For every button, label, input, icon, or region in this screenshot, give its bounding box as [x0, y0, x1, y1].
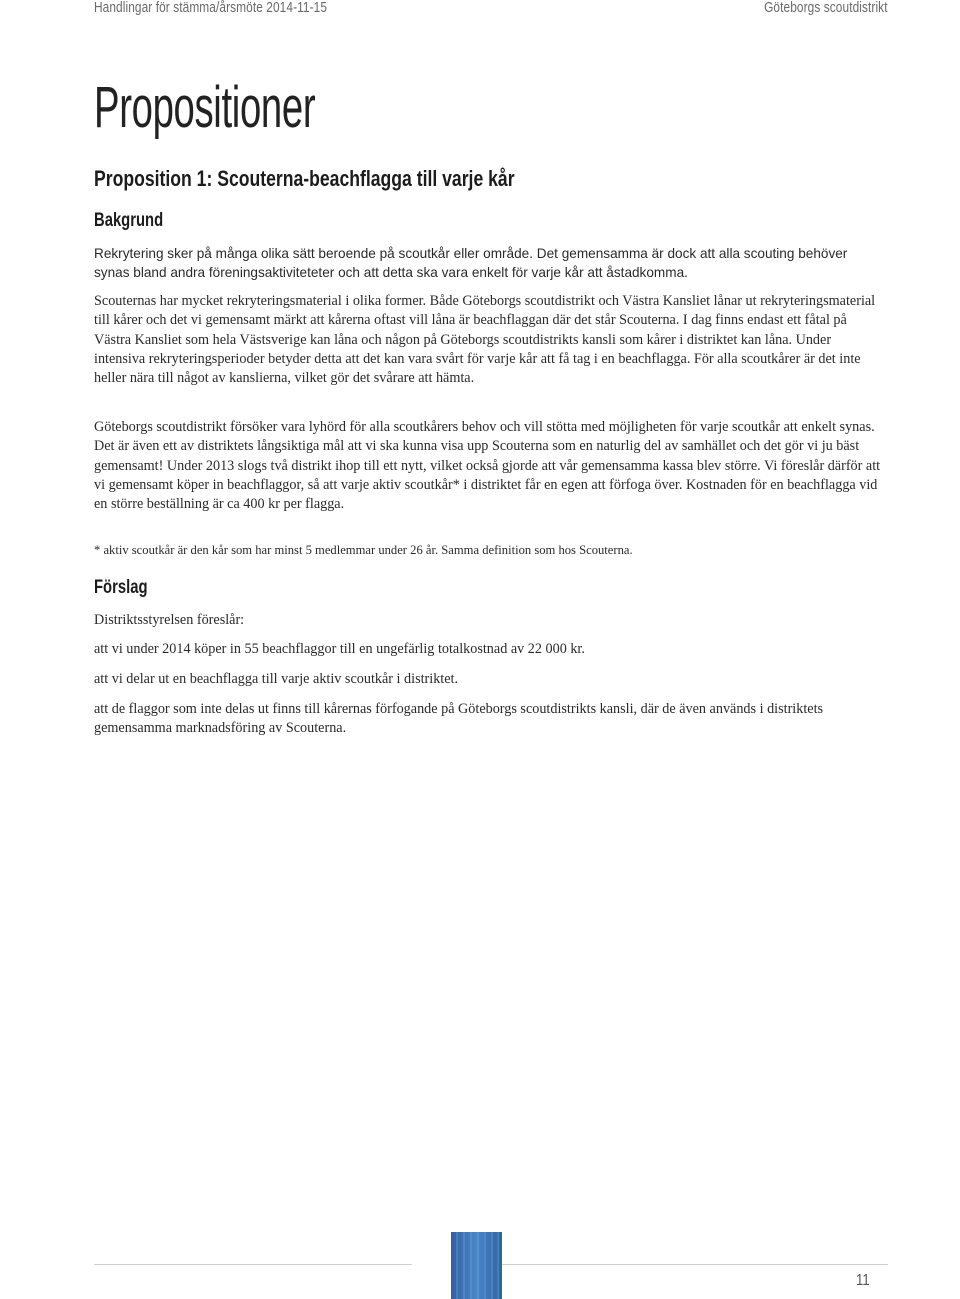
- header-organization: Göteborgs scoutdistrikt: [764, 0, 888, 16]
- footer-divider-right: [502, 1264, 888, 1265]
- proposal-item-1: att vi under 2014 köper in 55 beachflaggor till en ungefärlig totalkostnad av 22 000 kr.: [94, 641, 585, 657]
- header-document-title: Handlingar för stämma/årsmöte 2014-11-15: [94, 0, 328, 16]
- section-heading-forslag: Förslag: [94, 577, 148, 598]
- section-heading-bakgrund: Bakgrund: [94, 210, 164, 231]
- paragraph-rekrytering: Rekrytering sker på många olika sätt beroende på scoutkår eller område. Det gemensamma är dock att alla scouting behöver synas bland andra föreningsaktiviteteter och att detta ska vara enkelt för varje kår att åstadkomma.: [94, 246, 848, 281]
- paragraph-rekryteringsmaterial: Scouternas har mycket rekryteringsmaterial i olika former. Både Göteborgs scoutdistrikt och Västra Kansliet lånar ut rekryteringsmaterial till kårer och det vi gemensamt märkt att kårerna oftast vill låna är beachflaggan där det står Scouterna. I dag finns endast ett fåtal på Västra Kansliet som hela Västsverige kan låna och någon på Göteborgs scoutdistrikts kansli som kårer i distriktet kan låna. Under intensiva rekryteringsperioder betyder detta att det kan vara svårt för varje kår att få tag i en beachflagga. För alla scoutkårer är det inte heller nära till något av kanslierna, vilket gör det svårare att hämta.: [94, 293, 876, 387]
- proposition-heading: Proposition 1: Scouterna-beachflagga till varje kår: [94, 166, 515, 191]
- proposal-item-3: att de flaggor som inte delas ut finns till kårernas förfogande på Göteborgs scoutdistrikts kansli, där de även används i distriktets gemensamma marknadsföring av Scouterna.: [94, 701, 824, 737]
- page-number: 11: [856, 1272, 870, 1289]
- footer-divider-left: [94, 1264, 412, 1265]
- footnote: * aktiv scoutkår är den kår som har minst 5 medlemmar under 26 år. Samma definition som hos Scouterna.: [94, 543, 633, 557]
- proposal-item-2: att vi delar ut en beachflagga till varje aktiv scoutkår i distriktet.: [94, 671, 459, 687]
- paragraph-styrelsen: Distriktsstyrelsen föreslår:: [94, 612, 245, 628]
- page-title: Propositioner: [94, 75, 316, 140]
- scout-flag-icon: [451, 1232, 502, 1299]
- paragraph-distriktet: Göteborgs scoutdistrikt försöker vara lyhörd för alla scoutkårers behov och vill stötta med möjligheten för varje scoutkår att enkelt synas. Det är även ett av distriktets långsiktiga mål att vi ska kunna visa upp Scouterna som en naturlig del av samhället och det gör vi ju bäst gemensamt! Under 2013 slogs två distrikt ihop till ett nytt, vilket också gjorde att vår gemensamma kassa blev större. Vi föreslår därför att vi gemensamt köper in beachflaggor, så att varje aktiv scoutkår* i distriktet får en egen att förfoga över. Kostnaden för en beachflagga vid en större beställning är ca 400 kr per flagga.: [94, 419, 881, 513]
